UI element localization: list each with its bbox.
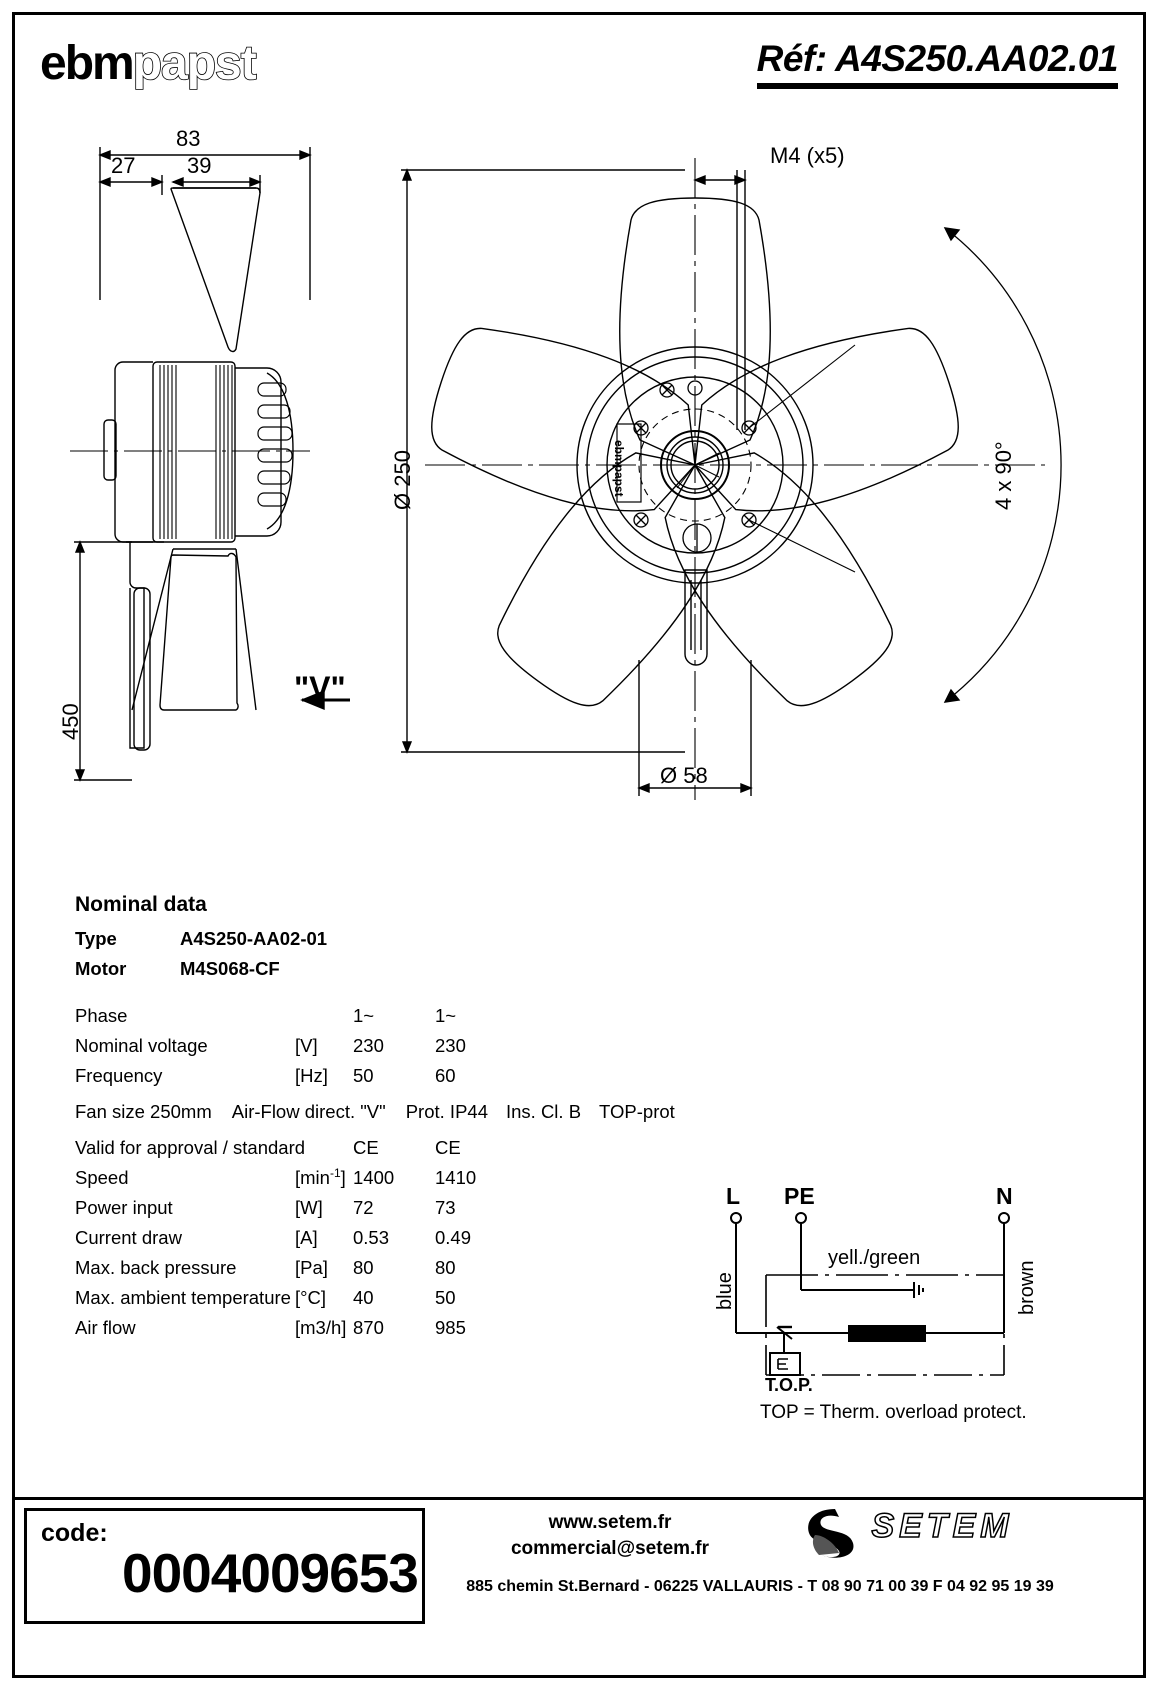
row-value-50hz: 40: [353, 1287, 374, 1308]
company-address: 885 chemin St.Bernard - 06225 VALLAURIS - T 08 90 71 00 39 F 04 92 95 19 39: [466, 1578, 1054, 1595]
screw-note-label: M4 (x5): [770, 143, 845, 168]
front-view-drawing: [385, 140, 1085, 810]
fan-size-label: Fan size 250mm: [75, 1101, 212, 1122]
terminal-l-label: L: [726, 1183, 741, 1209]
row-value-50hz: 1~: [353, 1005, 375, 1026]
top-box-label: T.O.P.: [765, 1375, 813, 1395]
nominal-data-title: Nominal data: [75, 893, 207, 916]
dim-450-label: 450: [58, 703, 83, 740]
row-value-50hz: 0.53: [353, 1227, 390, 1248]
wire-brown-label: brown: [1016, 1260, 1038, 1315]
footer-divider: [12, 1497, 1146, 1500]
row-label: Max. ambient temperature: [75, 1287, 291, 1308]
terminal-n-label: N: [996, 1183, 1013, 1209]
table-row: [75, 1223, 695, 1253]
setem-bird-icon: [795, 1505, 867, 1561]
code-label: code:: [41, 1519, 108, 1547]
dim-39-label: 39: [187, 153, 212, 178]
top-legend-label: TOP = Therm. overload protect.: [760, 1402, 1027, 1423]
row-unit: $[\min^{-1}]$: [295, 1166, 346, 1189]
protection-label: Prot. IP44: [405, 1101, 488, 1122]
terminal-pe-label: PE: [784, 1183, 815, 1209]
row-value-60hz: CE: [435, 1137, 461, 1158]
dim-83-label: 83: [176, 126, 201, 151]
dim-27-label: 27: [111, 153, 136, 178]
row-label: Max. back pressure: [75, 1257, 237, 1278]
row-label: Power input: [75, 1197, 173, 1218]
dim-hub-58-label: Ø 58: [660, 763, 708, 788]
row-label: Frequency: [75, 1065, 163, 1086]
table-row: [75, 1133, 695, 1163]
table-row: [75, 1061, 695, 1091]
row-unit: [Pa]: [295, 1257, 328, 1278]
ebmpapst-logo: [40, 36, 256, 91]
table-row-motor: [75, 954, 695, 984]
wiring-diagram: [714, 1183, 1058, 1405]
nominal-data-table: [75, 893, 695, 1343]
row-value-50hz: 72: [353, 1197, 374, 1218]
row-value-60hz: 230: [435, 1035, 466, 1056]
wire-blue-label: blue: [714, 1272, 736, 1310]
table-row: [75, 1283, 695, 1313]
setem-wordmark: SETEM: [871, 1507, 1014, 1546]
row-label: Current draw: [75, 1227, 182, 1248]
row-label: Air flow: [75, 1317, 136, 1338]
setem-logo: [795, 1505, 1014, 1561]
row-value-50hz: 1400: [353, 1167, 395, 1188]
row-value-50hz: 870: [353, 1317, 384, 1338]
table-row: [75, 1193, 695, 1223]
row-value-60hz: 1410: [435, 1167, 477, 1188]
row-unit: [m3/h]: [295, 1317, 347, 1338]
row-unit: [A]: [295, 1227, 318, 1248]
row-label: Phase: [75, 1005, 128, 1026]
row-value-60hz: 0.49: [435, 1227, 472, 1248]
row-unit: [V]: [295, 1035, 318, 1056]
row-value-60hz: 985: [435, 1317, 466, 1338]
insulation-class-label: Ins. Cl. B: [505, 1101, 582, 1122]
row-value-50hz: 50: [353, 1065, 374, 1086]
airflow-v-label: "V": [294, 670, 346, 706]
row-value-60hz: 60: [435, 1065, 456, 1086]
hub-logo-label: ebmpapst: [612, 440, 626, 497]
table-row: [75, 1031, 695, 1061]
row-value-60hz: 1~: [435, 1005, 457, 1026]
row-value-50hz: 80: [353, 1257, 374, 1278]
row-value-60hz: 50: [435, 1287, 456, 1308]
table-row-type: [75, 924, 695, 954]
email-link[interactable]: commercial@setem.fr: [510, 1538, 710, 1559]
row-unit: [W]: [295, 1197, 323, 1218]
airflow-direction-label: Air-Flow direct. "V": [231, 1101, 386, 1122]
row-unit: [°C]: [295, 1287, 327, 1308]
table-row: [75, 1001, 695, 1031]
logo-papst-text: papst: [132, 37, 256, 90]
row-value-60hz: 80: [435, 1257, 456, 1278]
table-row: [75, 1253, 695, 1283]
wire-yellgreen-label: yell./green: [828, 1247, 921, 1269]
table-row: [75, 1313, 695, 1343]
row-label: Speed: [75, 1167, 129, 1188]
row-value-60hz: 73: [435, 1197, 456, 1218]
reference-title: Réf: A4S250.AA02.01: [757, 38, 1118, 89]
type-value: A4S250-AA02-01: [180, 928, 328, 949]
code-box: [24, 1508, 425, 1624]
motor-value: M4S068-CF: [180, 958, 280, 979]
dim-diameter-250-label: Ø 250: [390, 450, 415, 510]
row-label: Nominal voltage: [75, 1035, 208, 1056]
top-protection-label: TOP-prot: [599, 1101, 675, 1122]
website-link[interactable]: www.setem.fr: [548, 1512, 672, 1533]
wiring-schematic: [718, 1185, 1058, 1405]
logo-ebm-text: ebm: [40, 37, 133, 90]
table-row-info: [75, 1091, 695, 1133]
type-label: Type: [75, 928, 117, 949]
table-spacer: [75, 984, 695, 1001]
table-row: [75, 1163, 695, 1193]
angle-note-label: 4 x 90°: [991, 441, 1016, 510]
row-value-50hz: CE: [353, 1137, 379, 1158]
code-value: 0004009653: [122, 1542, 418, 1604]
motor-label: Motor: [75, 958, 127, 979]
row-unit: [Hz]: [295, 1065, 328, 1086]
row-label: Valid for approval / standard: [75, 1137, 306, 1158]
row-value-50hz: 230: [353, 1035, 384, 1056]
